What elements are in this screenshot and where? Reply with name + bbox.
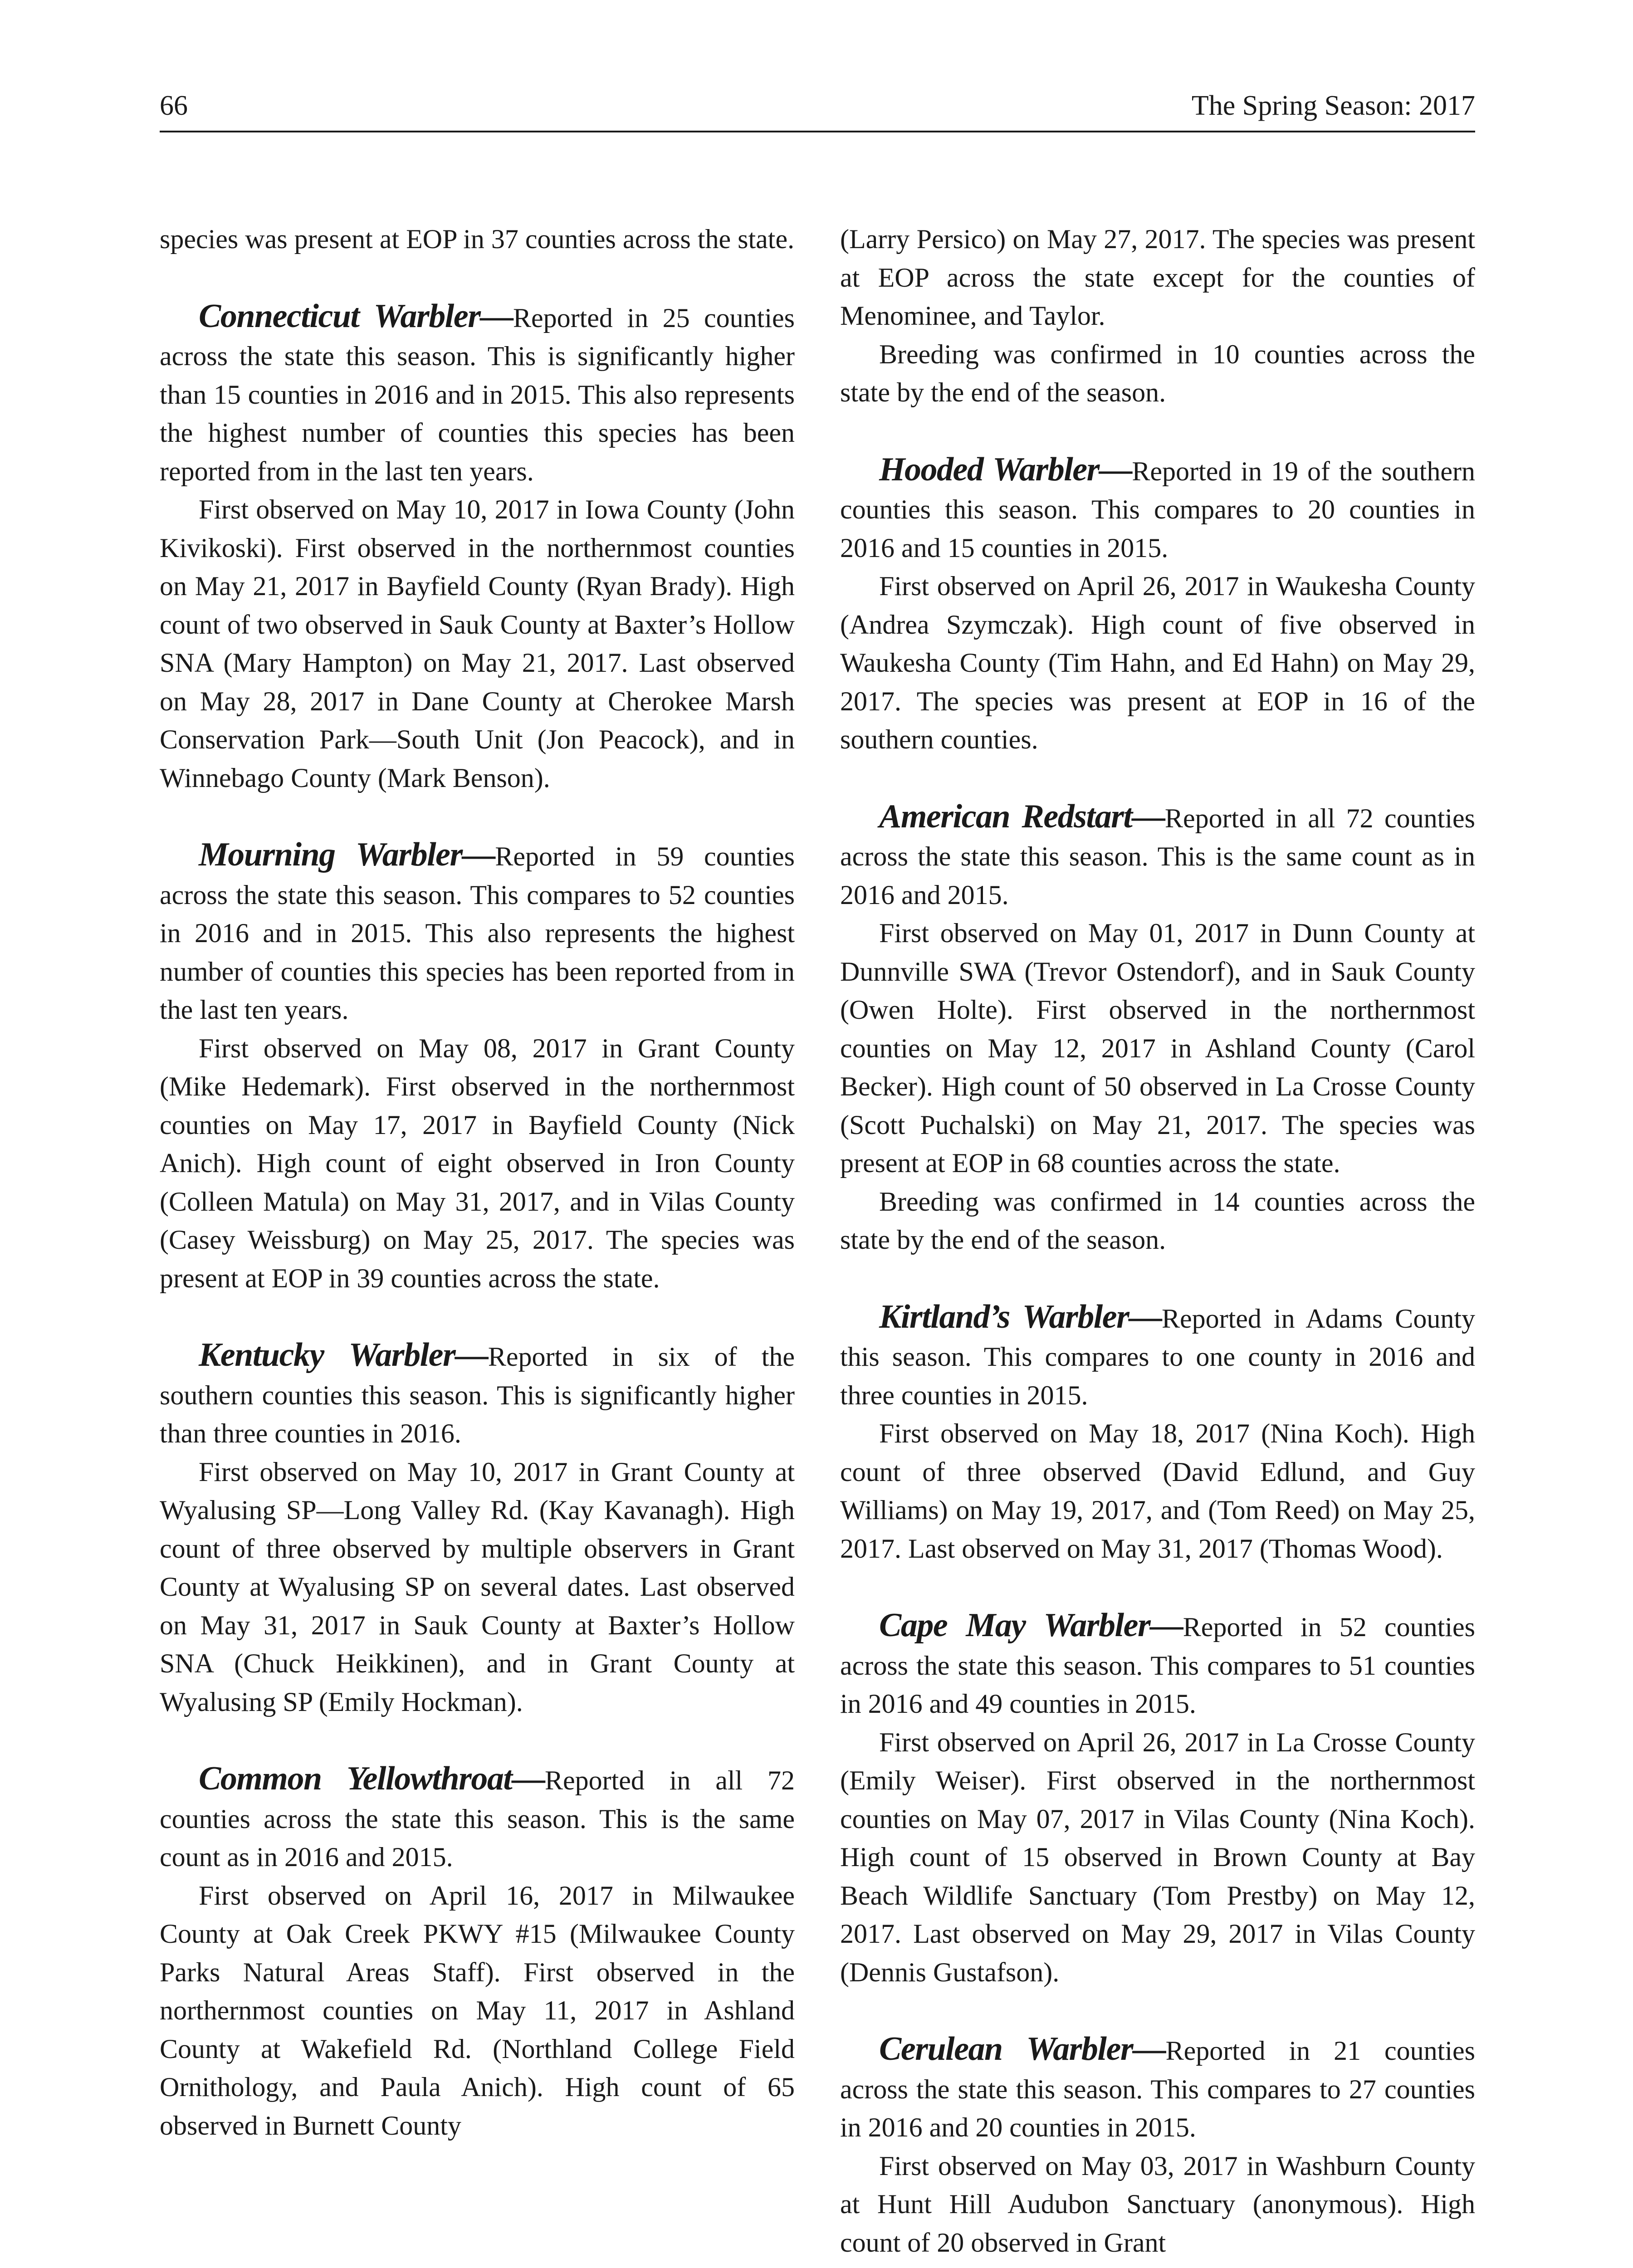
- page-number: 66: [160, 90, 188, 121]
- body-paragraph: [840, 1183, 1475, 1259]
- continued-paragraph: [160, 220, 795, 259]
- species-entry: [840, 1298, 1475, 1415]
- paragraph-text: First observed on May 08, 2017 in Grant County (Mike Hedemark). First observed in the northernmost counties on May 17, 2017 in Bayfield County (Nick Anich). High count of eight observed in Iron County (Colleen Matula) on May 31, 2017, and in Vilas County (Casey Weissburg) on May 25, 2017. The species was present at EOP in 39 counties across the state.: [160, 1033, 795, 1293]
- paragraph-text: First observed on April 26, 2017 in La Crosse County (Emily Weiser). First observed in the northernmost counties on May 07, 2017 in Vilas County (Nina Koch). High count of 15 observed in Brown County at Bay Beach Wildlife Sanctuary (Tom Prestby) on May 12, 2017. Last observed on May 29, 2017 in Vilas County (Dennis Gustafson).: [840, 1727, 1475, 1987]
- species-name: Connecticut Warbler—: [199, 297, 513, 335]
- paragraph-text: First observed on May 18, 2017 (Nina Koch). High count of three observed (David Edlund, and Guy Williams) on May 19, 2017, and (Tom Reed) on May 25, 2017. Last observed on May 31, 2017 (Thomas Wood).: [840, 1418, 1475, 1564]
- species-name: Cerulean Warbler—: [879, 2030, 1166, 2068]
- body-paragraph: [840, 567, 1475, 759]
- paragraph-text: Breeding was confirmed in 14 counties across the state by the end of the season.: [840, 1186, 1475, 1255]
- paragraph-text: First observed on April 16, 2017 in Milwaukee County at Oak Creek PKWY #15 (Milwaukee County Parks Natural Areas Staff). First observed in the northernmost counties on May 11, 2017 in Ashland County at Wakefield Rd. (Northland College Field Ornithology, and Paula Anich). High count of 65 observed in Burnett County: [160, 1880, 795, 2141]
- paragraph-text: Reported in Adams County this season. This compares to one county in 2016 and three counties in 2015.: [840, 1303, 1475, 1410]
- species-entry: [840, 1606, 1475, 1723]
- paragraph-text: First observed on May 10, 2017 in Grant County at Wyalusing SP—Long Valley Rd. (Kay Kavanagh). High count of three observed by multiple observers in Grant County at Wyalusing SP on several dates. Last observed on May 31, 2017 in Sauk County at Baxter’s Hollow SNA (Chuck Heikkinen), and in Grant County at Wyalusing SP (Emily Hockman).: [160, 1457, 795, 1717]
- paragraph-text: Reported in all 72 counties across the state this season. This is the same count as in 2016 and 2015.: [840, 803, 1475, 910]
- body-paragraph: [840, 2147, 1475, 2262]
- paragraph-text: Reported in 52 counties across the state this season. This compares to 51 counties in 2016 and 49 counties in 2015.: [840, 1612, 1475, 1719]
- paragraph-text: Reported in 59 counties across the state this season. This compares to 52 counties in 2016 and in 2015. This also represents the highest number of counties this species has been reported from in the last ten years.: [160, 841, 795, 1025]
- body-paragraph: [840, 1414, 1475, 1568]
- paragraph-text: First observed on May 01, 2017 in Dunn County at Dunnville SWA (Trevor Ostendorf), and in Sauk County (Owen Holte). First observed in the northernmost counties on May 12, 2017 in Ashland County (Carol Becker). High count of 50 observed in La Crosse County (Scott Puchalski) on May 21, 2017. The species was present at EOP in 68 counties across the state.: [840, 918, 1475, 1178]
- species-entry: [160, 836, 795, 1029]
- paragraph-text: (Larry Persico) on May 27, 2017. The species was present at EOP across the state except for the counties of Menominee, and Taylor.: [840, 224, 1475, 331]
- body-paragraph: [160, 1453, 795, 1721]
- paragraph-text: Reported in 21 counties across the state this season. This compares to 27 counties in 2016 and 20 counties in 2015.: [840, 2036, 1475, 2142]
- species-name: Common Yellowthroat—: [199, 1760, 545, 1797]
- body-paragraph: [840, 335, 1475, 412]
- body-paragraph: [840, 914, 1475, 1183]
- continued-paragraph: [840, 220, 1475, 335]
- paragraph-text: Reported in six of the southern counties this season. This is significantly higher than three counties in 2016.: [160, 1342, 795, 1448]
- paragraph-text: Reported in 25 counties across the state this season. This is significantly higher than 15 counties in 2016 and in 2015. This also represents the highest number of counties this species has been reported from in the last ten years.: [160, 303, 795, 486]
- species-name: American Redstart—: [879, 797, 1165, 835]
- paragraph-text: First observed on April 26, 2017 in Waukesha County (Andrea Szymczak). High count of five observed in Waukesha County (Tim Hahn, and Ed Hahn) on May 29, 2017. The species was present at EOP in 16 of the southern counties.: [840, 571, 1475, 754]
- body-paragraph: [160, 1029, 795, 1298]
- paragraph-text: species was present at EOP in 37 counties across the state.: [160, 224, 795, 254]
- running-head: [160, 87, 1475, 132]
- body-paragraph: [840, 1723, 1475, 1992]
- paragraph-text: Reported in all 72 counties across the state this season. This is the same count as in 2016 and 2015.: [160, 1765, 795, 1872]
- right-column: [840, 220, 1475, 2262]
- paragraph-text: Reported in 19 of the southern counties this season. This compares to 20 counties in 2016 and 15 counties in 2015.: [840, 456, 1476, 563]
- species-name: Kirtland’s Warbler—: [879, 1298, 1162, 1335]
- body-paragraph: [160, 490, 795, 797]
- species-entry: [840, 2030, 1475, 2147]
- species-entry: [840, 450, 1475, 567]
- species-entry: [840, 797, 1475, 914]
- species-entry: [160, 1760, 795, 1877]
- left-column: [160, 220, 795, 2145]
- species-entry: [160, 297, 795, 491]
- paragraph-text: Breeding was confirmed in 10 counties across the state by the end of the season.: [840, 339, 1475, 407]
- species-name: Mourning Warbler—: [199, 836, 495, 873]
- species-name: Cape May Warbler—: [879, 1607, 1183, 1644]
- species-entry: [160, 1336, 795, 1453]
- paragraph-text: First observed on May 03, 2017 in Washburn County at Hunt Hill Audubon Sanctuary (anonymous). High count of 20 observed in Grant: [840, 2151, 1475, 2258]
- running-title: The Spring Season: 2017: [1191, 90, 1475, 121]
- paragraph-text: First observed on May 10, 2017 in Iowa County (John Kivikoski). First observed in the northernmost counties on May 21, 2017 in Bayfield County (Ryan Brady). High count of two observed in Sauk County at Baxter’s Hollow SNA (Mary Hampton) on May 21, 2017. Last observed on May 28, 2017 in Dane County at Cherokee Marsh Conservation Park—South Unit (Jon Peacock), and in Winnebago County (Mark Benson).: [160, 494, 795, 793]
- body-paragraph: [160, 1877, 795, 2145]
- species-name: Kentucky Warbler—: [199, 1336, 488, 1374]
- species-name: Hooded Warbler—: [879, 450, 1132, 488]
